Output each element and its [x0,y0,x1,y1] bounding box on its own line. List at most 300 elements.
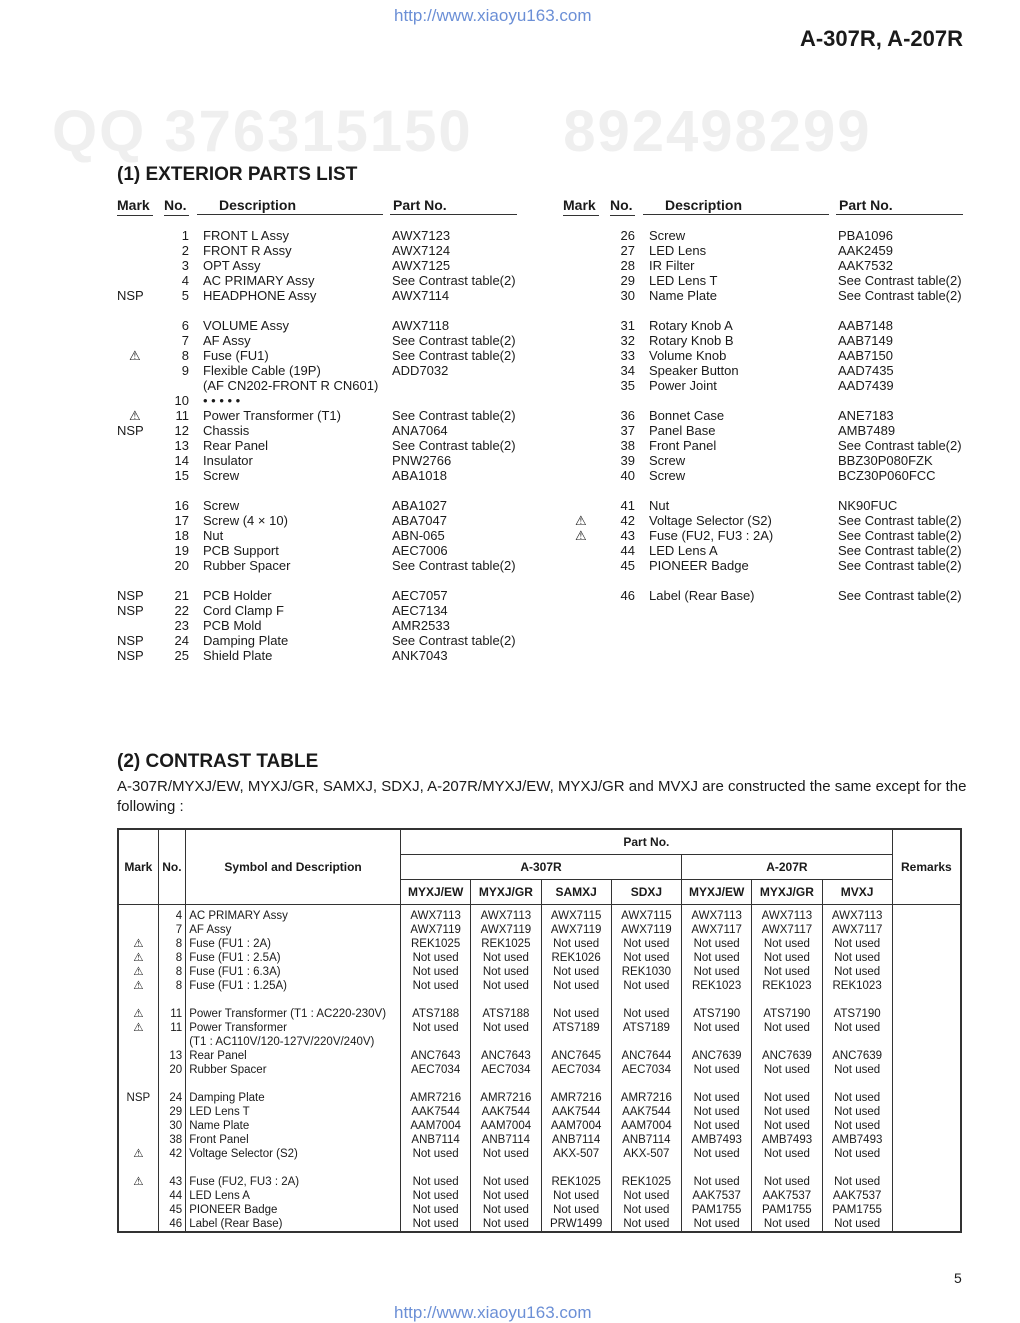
col-mark: Mark [117,197,153,216]
cell-part-no: AEC7034 [541,1063,611,1077]
cell-part-no: ATS7188 [401,1007,471,1021]
part-no: 1 [181,228,189,243]
part-description: VOLUME Assy [203,318,289,333]
part-description: Speaker Button [649,363,739,378]
part-no: 22 [174,603,189,618]
part-description: FRONT L Assy [203,228,289,243]
cell-part-no: AWX7117 [822,923,892,937]
empty-cell [158,1077,185,1091]
part-number: AEC7006 [392,543,448,558]
cell-remarks [892,951,961,965]
cell-remarks [892,1021,961,1035]
part-number: See Contrast table(2) [838,528,962,543]
part-description: Screw [203,498,240,513]
warning-icon: ⚠ [118,965,158,979]
cell-no: 8 [158,951,185,965]
part-description: Panel Base [649,423,716,438]
warning-icon: ⚠ [129,408,141,423]
cell-part-no: AMB7493 [752,1133,822,1147]
part-row [117,543,537,558]
cell-part-no: ANC7639 [822,1049,892,1063]
part-number: See Contrast table(2) [838,588,962,603]
part-row [117,588,537,603]
empty-cell [822,1077,892,1091]
footer-url[interactable]: http://www.xiaoyu163.com [394,1303,592,1322]
exterior-left-list [117,228,537,688]
th-remarks: Remarks [892,829,961,905]
cell-part-no: AWX7113 [752,905,822,924]
cell-part-no: ANB7114 [541,1133,611,1147]
empty-cell [541,1077,611,1091]
part-row [563,378,983,393]
cell-part-no: Not used [611,1007,681,1021]
cell-part-no: AAK7544 [471,1105,541,1119]
cell-no: 13 [158,1049,185,1063]
cell-part-no: AAK7544 [541,1105,611,1119]
cell-mark [118,905,158,924]
part-no: 23 [174,618,189,633]
cell-part-no: ATS7188 [471,1007,541,1021]
part-no: 6 [181,318,189,333]
part-row [117,438,537,453]
cell-mark [118,1063,158,1077]
cell-part-no: AWX7117 [752,923,822,937]
part-description: PIONEER Badge [649,558,749,573]
cell-description: Power Transformer (T1 : AC220-230V) [186,1007,401,1021]
part-description: PCB Mold [203,618,262,633]
part-description: IR Filter [649,258,695,273]
part-row [563,243,983,258]
part-no: 4 [181,273,189,288]
empty-cell [158,993,185,1007]
part-description: Voltage Selector (S2) [649,513,772,528]
part-number: ADD7032 [392,363,449,378]
cell-part-no: AAM7004 [401,1119,471,1133]
empty-cell [682,1077,752,1091]
part-row [117,378,537,393]
cell-part-no: Not used [682,937,752,951]
cell-part-no: Not used [611,951,681,965]
cell-part-no: REK1025 [471,937,541,951]
cell-mark [118,1049,158,1063]
part-row [117,603,537,618]
empty-cell [541,993,611,1007]
part-number: See Contrast table(2) [392,558,516,573]
cell-part-no: Not used [541,965,611,979]
contrast-intro: A-307R/MYXJ/EW, MYXJ/GR, SAMXJ, SDXJ, A-207R/MYXJ/EW, MYXJ/GR and MVXJ are constructed the same except for the following : [117,778,967,815]
cell-part-no: AAK7537 [752,1189,822,1203]
cell-part-no: Not used [752,937,822,951]
part-row [563,333,983,348]
cell-part-no: Not used [471,1147,541,1161]
cell-description: AF Assy [186,923,401,937]
part-number: See Contrast table(2) [838,513,962,528]
cell-part-no: AMR7216 [401,1091,471,1105]
cell-part-no: AWX7117 [682,923,752,937]
cell-part-no: Not used [401,1021,471,1035]
part-row [117,423,537,438]
cell-part-no: Not used [682,1217,752,1232]
cell-part-no: ANB7114 [471,1133,541,1147]
contrast-title: (2) CONTRAST TABLE [117,751,319,772]
part-no: 25 [174,648,189,663]
part-description: Bonnet Case [649,408,725,423]
part-no: 34 [620,363,635,378]
cell-description: Front Panel [186,1133,401,1147]
cell-description: Voltage Selector (S2) [186,1147,401,1161]
table-row [118,923,961,937]
cell-part-no: Not used [471,965,541,979]
part-number: See Contrast table(2) [392,273,516,288]
cell-part-no: REK1030 [611,965,681,979]
part-number: AAK2459 [838,243,893,258]
part-no: 18 [174,528,189,543]
part-number: BCZ30P060FCC [838,468,936,483]
part-no: 28 [620,258,635,273]
cell-part-no: ANB7114 [401,1133,471,1147]
table-row [118,951,961,965]
warning-icon: ⚠ [575,528,587,543]
cell-mark [118,1119,158,1133]
th-partno: Part No. [401,829,893,855]
cell-part-no: Not used [752,1063,822,1077]
part-number: AAB7148 [838,318,893,333]
part-mark: NSP [117,588,144,603]
cell-part-no: ATS7190 [752,1007,822,1021]
part-number: PNW2766 [392,453,452,468]
part-number: AWX7114 [392,288,450,303]
empty-cell [892,1077,961,1091]
table-row [118,1049,961,1063]
part-no: 5 [181,288,189,303]
cell-part-no: Not used [401,1175,471,1189]
cell-no: 30 [158,1119,185,1133]
cell-description: Name Plate [186,1119,401,1133]
part-row [117,393,537,408]
th-no: No. [158,829,185,905]
part-number: See Contrast table(2) [392,408,516,423]
part-no: 8 [181,348,189,363]
cell-part-no: ANC7643 [471,1049,541,1063]
part-description: Fuse (FU1) [203,348,269,363]
part-no: 24 [174,633,189,648]
part-row [563,258,983,273]
cell-description: LED Lens A [186,1189,401,1203]
cell-description: Fuse (FU1 : 2A) [186,937,401,951]
part-number: See Contrast table(2) [838,558,962,573]
part-no: 3 [181,258,189,273]
part-no: 7 [181,333,189,348]
col-desc: Description [643,197,829,215]
cell-part-no: REK1023 [682,979,752,993]
contrast-table-body [118,905,961,1233]
cell-no: 8 [158,937,185,951]
part-row [117,288,537,303]
cell-part-no: Not used [822,1119,892,1133]
part-description: Front Panel [649,438,717,453]
cell-no: 4 [158,905,185,924]
part-no: 14 [174,453,189,468]
cell-part-no: AWX7113 [822,905,892,924]
cell-remarks [892,1217,961,1232]
col-no: No. [164,197,189,216]
cell-part-no: REK1025 [611,1175,681,1189]
part-row [563,528,983,543]
empty-cell [118,993,158,1007]
cell-part-no: Not used [682,1105,752,1119]
cell-part-no: AWX7113 [682,905,752,924]
cell-part-no: Not used [822,937,892,951]
part-description: Shield Plate [203,648,273,663]
col-part: Part No. [836,197,963,215]
cell-remarks [892,1007,961,1021]
part-number: AWX7124 [392,243,451,258]
cell-mark [118,1189,158,1203]
cell-part-no: Not used [401,1147,471,1161]
table-row [118,965,961,979]
part-row [117,513,537,528]
part-description: Flexible Cable (19P) [203,363,321,378]
cell-part-no: Not used [752,1119,822,1133]
cell-part-no: Not used [752,1105,822,1119]
cell-part-no: Not used [611,1203,681,1217]
part-row [117,228,537,243]
cell-remarks [892,1189,961,1203]
empty-cell [158,1161,185,1175]
table-row [118,1217,961,1232]
cell-part-no: AKX-507 [611,1147,681,1161]
table-row [118,1147,961,1161]
part-description: Power Joint [649,378,717,393]
cell-description: Fuse (FU1 : 6.3A) [186,965,401,979]
part-no: 29 [620,273,635,288]
part-no: 30 [620,288,635,303]
cell-part-no: AWX7119 [401,923,471,937]
cell-no: 11 [158,1021,185,1035]
cell-part-no: Not used [752,1147,822,1161]
part-number: PBA1096 [838,228,893,243]
cell-part-no: AWX7115 [611,905,681,924]
th-variant: MYXJ/GR [752,880,822,905]
empty-cell [118,1161,158,1175]
cell-part-no: Not used [752,951,822,965]
cell-mark [118,1105,158,1119]
part-row [117,618,537,633]
part-row [117,333,537,348]
cell-remarks [892,1063,961,1077]
cell-part-no: ANB7114 [611,1133,681,1147]
cell-part-no: Not used [822,1147,892,1161]
part-row [563,228,983,243]
part-no: 42 [620,513,635,528]
table-row [118,1119,961,1133]
empty-cell [752,1161,822,1175]
col-no: No. [610,197,635,216]
cell-part-no: Not used [822,1105,892,1119]
empty-cell [822,993,892,1007]
part-number: See Contrast table(2) [838,438,962,453]
cell-part-no: Not used [541,1203,611,1217]
th-variant: MYXJ/GR [471,880,541,905]
cell-part-no: Not used [822,1021,892,1035]
part-no: 44 [620,543,635,558]
part-mark: NSP [117,633,144,648]
cell-remarks [892,1203,961,1217]
cell-remarks [892,1049,961,1063]
part-description: LED Lens [649,243,707,258]
part-row [563,348,983,363]
col-part: Part No. [390,197,517,215]
table-row [118,1203,961,1217]
cell-part-no: ATS7189 [541,1021,611,1035]
part-no: 26 [620,228,635,243]
cell-part-no: AEC7034 [401,1063,471,1077]
header-url[interactable]: http://www.xiaoyu163.com [394,6,592,25]
empty-cell [541,1161,611,1175]
part-no: 38 [620,438,635,453]
exterior-right-list [563,228,983,688]
cell-part-no [752,1035,822,1049]
cell-no: 8 [158,965,185,979]
part-number: NK90FUC [838,498,898,513]
cell-remarks [892,1133,961,1147]
empty-cell [186,1161,401,1175]
part-description: Screw (4 × 10) [203,513,288,528]
part-description: LED Lens A [649,543,718,558]
th-variant: SAMXJ [541,880,611,905]
part-description: Name Plate [649,288,717,303]
part-row [117,498,537,513]
part-row [117,363,537,378]
part-mark: NSP [117,648,144,663]
empty-cell [186,993,401,1007]
part-number: AAB7150 [838,348,893,363]
part-no: 31 [620,318,635,333]
cell-no [158,1035,185,1049]
cell-description: Rear Panel [186,1049,401,1063]
part-description: LED Lens T [649,273,718,288]
cell-part-no: Not used [471,1175,541,1189]
empty-cell [752,993,822,1007]
cell-part-no: Not used [471,1021,541,1035]
cell-part-no: Not used [401,1203,471,1217]
part-number: ANA7064 [392,423,448,438]
cell-part-no: AAM7004 [611,1119,681,1133]
cell-part-no: AAK7544 [611,1105,681,1119]
part-description: Label (Rear Base) [649,588,755,603]
part-no: 19 [174,543,189,558]
warning-icon: ⚠ [118,1147,158,1161]
cell-part-no: Not used [611,1217,681,1232]
cell-part-no: Not used [611,1189,681,1203]
cell-no: 29 [158,1105,185,1119]
part-row [117,648,537,663]
cell-description: Fuse (FU1 : 1.25A) [186,979,401,993]
cell-part-no: REK1025 [401,937,471,951]
cell-description: (T1 : AC110V/120-127V/220V/240V) [186,1035,401,1049]
cell-no: 7 [158,923,185,937]
cell-part-no: Not used [682,1175,752,1189]
part-row [563,513,983,528]
cell-part-no: Not used [752,1091,822,1105]
cell-no: 42 [158,1147,185,1161]
cell-part-no: AMR7216 [611,1091,681,1105]
part-no: 15 [174,468,189,483]
part-description: Cord Clamp F [203,603,284,618]
page-number: 5 [954,1270,962,1286]
empty-cell [892,1161,961,1175]
part-number: See Contrast table(2) [838,288,962,303]
cell-description: Rubber Spacer [186,1063,401,1077]
part-number: ANE7183 [838,408,894,423]
part-no: 16 [174,498,189,513]
part-row [563,588,983,603]
part-description: Rotary Knob A [649,318,733,333]
cell-part-no: Not used [682,1063,752,1077]
cell-part-no: AWX7113 [471,905,541,924]
cell-part-no: PAM1755 [822,1203,892,1217]
part-number: AMR2533 [392,618,450,633]
part-no: 2 [181,243,189,258]
warning-icon: ⚠ [575,513,587,528]
part-number: See Contrast table(2) [392,633,516,648]
cell-remarks [892,1035,961,1049]
part-description: FRONT R Assy [203,243,292,258]
cell-no: 20 [158,1063,185,1077]
cell-part-no: Not used [611,979,681,993]
part-number: AAK7532 [838,258,893,273]
cell-part-no: Not used [822,951,892,965]
part-mark: NSP [117,603,144,618]
cell-part-no [541,1035,611,1049]
cell-remarks [892,1147,961,1161]
part-number: AMB7489 [838,423,896,438]
cell-part-no: Not used [471,951,541,965]
cell-part-no: ANC7639 [682,1049,752,1063]
empty-cell [118,1077,158,1091]
table-row [118,1021,961,1035]
part-row [563,318,983,333]
th-variant: MYXJ/EW [682,880,752,905]
cell-part-no: Not used [401,1217,471,1232]
cell-part-no: AWX7119 [471,923,541,937]
cell-part-no: Not used [401,965,471,979]
part-description: Chassis [203,423,250,438]
part-row [563,453,983,468]
cell-part-no: AMR7216 [541,1091,611,1105]
part-description: • • • • • [203,393,241,408]
cell-part-no: ATS7190 [682,1007,752,1021]
part-no: 46 [620,588,635,603]
part-row [117,633,537,648]
part-description: Insulator [203,453,253,468]
th-variant: MVXJ [822,880,892,905]
empty-cell [471,1161,541,1175]
empty-cell [611,1161,681,1175]
cell-part-no: AEC7034 [611,1063,681,1077]
warning-icon: ⚠ [118,979,158,993]
empty-cell [752,1077,822,1091]
table-row [118,1063,961,1077]
part-number: ABN-065 [392,528,445,543]
cell-mark [118,923,158,937]
cell-remarks [892,979,961,993]
part-description: Rotary Knob B [649,333,734,348]
cell-no: 24 [158,1091,185,1105]
part-description: Nut [649,498,670,513]
cell-part-no: ANC7639 [752,1049,822,1063]
cell-part-no: Not used [471,1203,541,1217]
